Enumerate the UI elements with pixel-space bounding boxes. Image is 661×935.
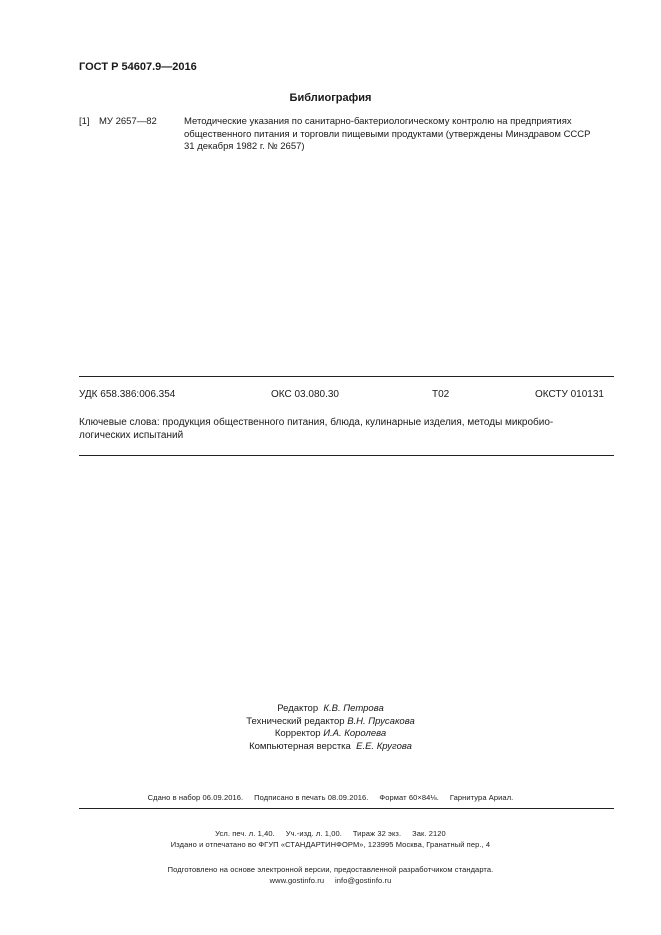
staff-line <box>0 716 661 729</box>
bibliography-entry-text <box>184 116 614 154</box>
staff-role: Корректор <box>274 728 321 739</box>
staff-line <box>0 741 661 754</box>
oks-code: ОКС 03.080.30 <box>271 389 339 400</box>
staff-credits <box>0 703 661 753</box>
staff-line <box>0 703 661 716</box>
keywords-line: Ключевые слова: продукция общественного питания, блюда, кулинарные изделия, методы микробио- <box>79 417 554 428</box>
staff-role: Компьютерная верстка <box>249 740 351 752</box>
imprint-divider <box>79 808 614 809</box>
keywords-line: логических испытаний <box>79 430 184 441</box>
bibliography-entry-line: 31 декабря 1982 г. № 2657) <box>184 141 305 152</box>
imprint-publisher <box>0 815 661 899</box>
staff-name: В.Н. Прусакова <box>347 715 415 727</box>
top-divider <box>79 376 614 377</box>
keywords <box>79 416 614 442</box>
staff-name: Е.Е. Кругова <box>356 740 412 752</box>
bibliography-entry-line: общественного питания и торговли пищевыми продуктами (утверждены Минздравом СССР <box>184 128 591 140</box>
category-code: Т02 <box>432 389 450 400</box>
bibliography-entry-reference: МУ 2657—82 <box>99 116 157 127</box>
staff-name: И.А. Королева <box>323 728 387 739</box>
staff-name: К.В. Петрова <box>323 703 384 714</box>
document-code: ГОСТ Р 54607.9—2016 <box>79 61 197 73</box>
imprint-line: Подготовлено на основе электронной версии, предоставленной разработчиком стандарта. <box>167 865 494 874</box>
bibliography-title: Библиография <box>289 92 372 104</box>
imprint-line: Усл. печ. л. 1,40. Уч.-изд. л. 1,00. Тираж 32 экз. Зак. 2120 <box>215 829 446 838</box>
imprint-line: Сдано в набор 06.09.2016. Подписано в печать 08.09.2016. Формат 60×84⅛. Гарнитура Ариал. <box>147 793 514 802</box>
staff-role: Редактор <box>277 703 319 714</box>
udk-code: УДК 658.386:006.354 <box>79 389 176 400</box>
imprint-line: Издано и отпечатано во ФГУП «СТАНДАРТИНФОРМ», 123995 Москва, Гранатный пер., 4 <box>170 840 491 849</box>
staff-role: Технический редактор <box>246 715 345 727</box>
imprint-line: www.gostinfo.ru info@gostinfo.ru <box>269 876 392 885</box>
bibliography-entry-number: [1] <box>79 116 90 127</box>
okstu-code: ОКСТУ 010131 <box>535 389 604 400</box>
bibliography-entry-line: Методические указания по санитарно-бактериологическому контролю на предприятиях <box>184 116 572 127</box>
bottom-divider <box>79 455 614 456</box>
staff-line <box>0 728 661 741</box>
